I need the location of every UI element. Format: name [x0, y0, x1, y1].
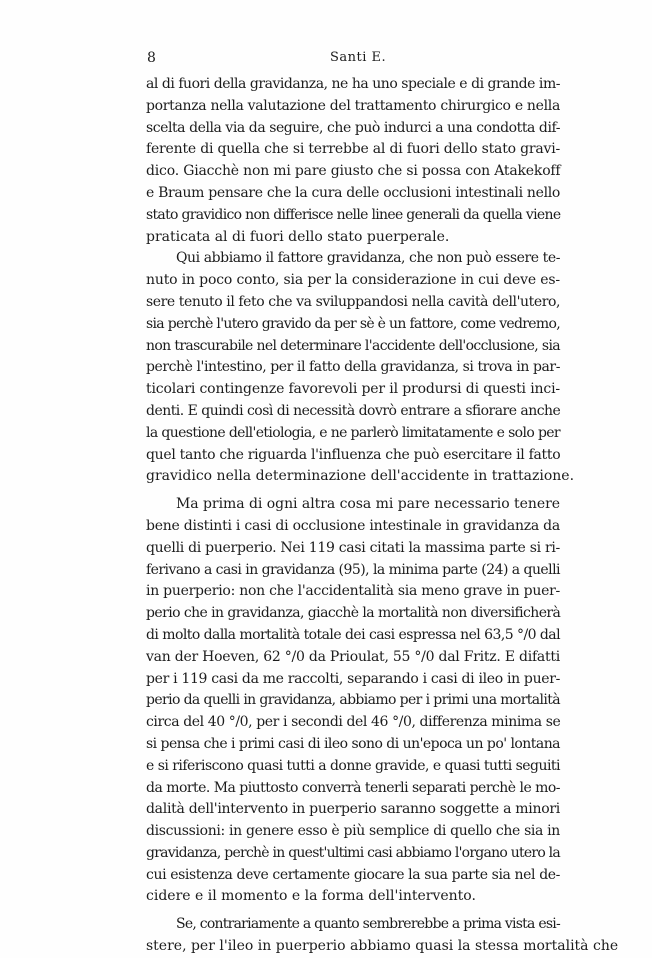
text-line: gravidanza, perchè in quest'ultimi casi abbiamo l'organo utero la: [146, 844, 560, 861]
text-line: la questione dell'etiologia, e ne parlerò limitatamente e solo per: [146, 424, 560, 441]
text-line: van der Hoeven, 62 °/0 da Prioulat, 55 °/0 dal Fritz. E difatti: [146, 648, 560, 665]
text-line: cui esistenza deve certamente giocare la sua parte sia nel de-: [146, 866, 560, 883]
text-line: stere, per l'ileo in puerperio abbiamo quasi la stessa mortalità che: [146, 938, 619, 955]
text-line: nuto in poco conto, sia per la considerazione in cui deve es-: [146, 272, 561, 289]
body-text: [146, 74, 619, 958]
text-line: denti. E quindi così di necessità dovrò entrare a sfiorare anche: [146, 402, 561, 419]
text-line: discussioni: in genere esso è più semplice di quello che sia in: [146, 823, 560, 840]
text-line: in puerperio: non che l'accidentalità sia meno grave in puer-: [146, 583, 560, 600]
paragraph-first-line: Ma prima di ogni altra cosa mi pare necessario tenere: [176, 496, 560, 513]
text-line: si pensa che i primi casi di ileo sono di un'epoca un po' lontana: [146, 735, 561, 752]
text-line: e si riferiscono quasi tutti a donne gravide, e quasi tutti seguiti: [146, 757, 560, 774]
text-line: perchè l'intestino, per il fatto della gravidanza, si trova in par-: [146, 359, 560, 376]
text-line: portanza nella valutazione del trattamento chirurgico e nella: [146, 97, 560, 114]
page-number: 8: [147, 50, 156, 66]
text-line: sia perchè l'utero gravido da per sè è un fattore, come vedremo,: [146, 315, 560, 332]
text-line: quel tanto che riguarda l'influenza che può esercitare il fatto: [146, 446, 561, 463]
text-line: sere tenuto il feto che va sviluppandosi nella cavità dell'utero,: [146, 293, 560, 310]
running-title: Santi E.: [330, 50, 387, 65]
paragraph-first-line: Se, contrariamente a quanto sembrerebbe a prima vista esi-: [176, 916, 560, 933]
text-line: da morte. Ma piuttosto converrà tenerli separati perchè le mo-: [146, 779, 560, 796]
text-line: al di fuori della gravidanza, ne ha uno speciale e di grande im-: [146, 76, 560, 92]
text-line: stato gravidico non differisce nelle linee generali da quella viene: [146, 206, 561, 223]
text-line: dalità dell'intervento in puerperio saranno soggette a minori: [146, 801, 560, 818]
text-line: cidere e il momento e la forma dell'intervento.: [146, 888, 476, 905]
text-line: non trascurabile nel determinare l'accidente dell'occlusione, sia: [146, 337, 560, 354]
paragraph-first-line: Qui abbiamo il fattore gravidanza, che non può essere te-: [176, 250, 560, 267]
text-line: perio che in gravidanza, giacchè la mortalità non diversificherà: [146, 605, 561, 622]
text-line: scelta della via da seguire, che può indurci a una condotta dif-: [146, 119, 560, 136]
text-line: ticolari contingenze favorevoli per il prodursi di questi inci-: [146, 381, 561, 398]
text-line: circa del 40 °/0, per i secondi del 46 °/0, differenza minima se: [146, 714, 561, 731]
text-line: perio da quelli in gravidanza, abbiamo per i primi una mortalità: [146, 692, 560, 709]
text-line: per i 119 casi da me raccolti, separando i casi di ileo in puer-: [146, 670, 560, 687]
text-line: bene distinti i casi di occlusione intestinale in gravidanza da: [146, 517, 560, 534]
text-line: praticata al di fuori dello stato puerperale.: [146, 228, 450, 245]
text-line: ferivano a casi in gravidanza (95), la minima parte (24) a quelli: [146, 561, 560, 578]
text-line: di molto dalla mortalità totale dei casi espressa nel 63,5 °/0 dal: [146, 626, 560, 643]
text-line: dico. Giacchè non mi pare giusto che si possa con Atakekoff: [146, 163, 561, 180]
text-line: quelli di puerperio. Nei 119 casi citati la massima parte si ri-: [146, 539, 560, 556]
text-line: gravidico nella determinazione dell'accidente in trattazione.: [146, 468, 575, 485]
text-line: ferente di quella che si terrebbe al di fuori dello stato gravi-: [146, 141, 560, 158]
text-line: e Braum pensare che la cura delle occlusioni intestinali nello: [146, 184, 560, 201]
